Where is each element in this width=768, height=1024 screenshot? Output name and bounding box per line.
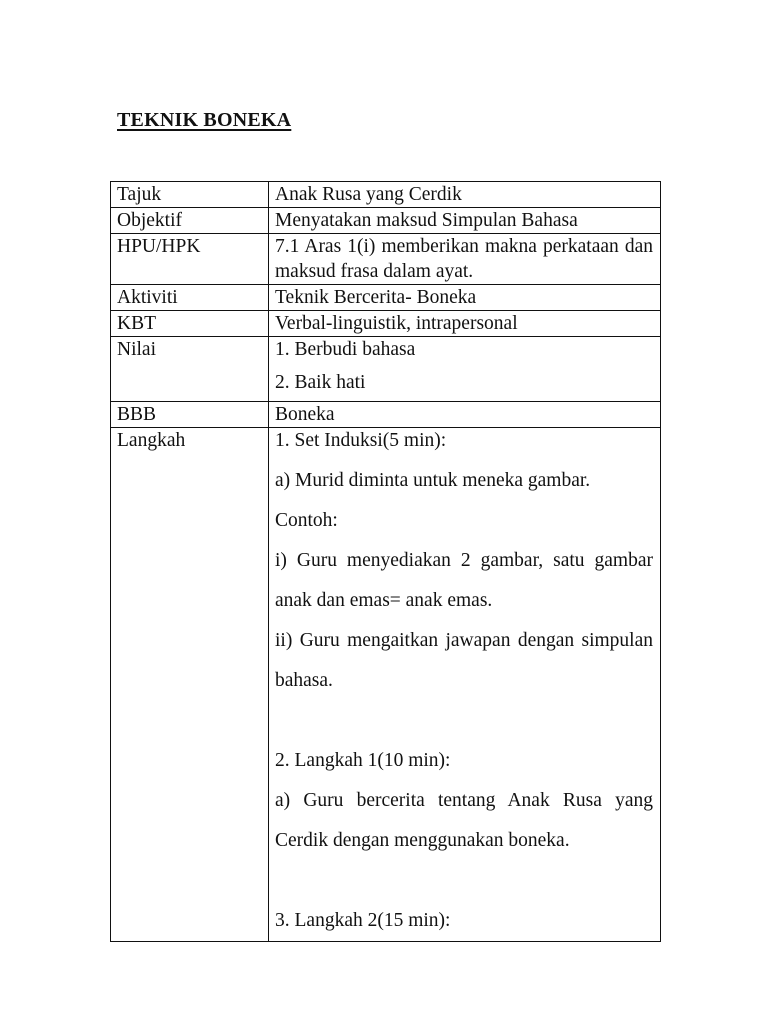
lesson-plan-table	[110, 181, 661, 942]
value-langkah	[269, 428, 661, 942]
value-hpu-hpk: 7.1 Aras 1(i) memberikan makna perkataan dan maksud frasa dalam ayat.	[269, 234, 661, 285]
value-aktiviti: Teknik Bercerita- Boneka	[269, 285, 661, 311]
label-kbt: KBT	[111, 311, 269, 337]
value-bbb: Boneka	[269, 402, 661, 428]
table-row-objektif	[111, 208, 661, 234]
label-aktiviti: Aktiviti	[111, 285, 269, 311]
label-nilai: Nilai	[111, 337, 269, 402]
step-a-guru-bercerita: a) Guru bercerita tentang Anak Rusa yang Cerdik dengan menggunakan boneka.	[275, 790, 653, 851]
table-row-bbb	[111, 402, 661, 428]
label-bbb: BBB	[111, 402, 269, 428]
value-tajuk: Anak Rusa yang Cerdik	[269, 182, 661, 208]
label-tajuk: Tajuk	[111, 182, 269, 208]
step-set-induksi: 1. Set Induksi(5 min):	[275, 430, 447, 451]
step-contoh: Contoh:	[275, 510, 338, 531]
spacer	[275, 861, 653, 901]
value-objektif: Menyatakan maksud Simpulan Bahasa	[269, 208, 661, 234]
nilai-item: 1. Berbudi bahasa	[275, 339, 416, 360]
spacer	[275, 701, 653, 741]
table-row-aktiviti	[111, 285, 661, 311]
step-i-guru-menyediakan: i) Guru menyediakan 2 gambar, satu gambar anak dan emas= anak emas.	[275, 550, 653, 611]
label-hpu-hpk: HPU/HPK	[111, 234, 269, 285]
step-ii-guru-mengaitkan: ii) Guru mengaitkan jawapan dengan simpulan bahasa.	[275, 630, 653, 691]
value-kbt: Verbal-linguistik, intrapersonal	[269, 311, 661, 337]
step-a-murid: a) Murid diminta untuk meneka gambar.	[275, 470, 591, 491]
step-langkah-1: 2. Langkah 1(10 min):	[275, 750, 451, 771]
step-langkah-2: 3. Langkah 2(15 min):	[275, 910, 451, 931]
value-nilai	[269, 337, 661, 402]
table-row-tajuk	[111, 182, 661, 208]
table-row-hpu-hpk	[111, 234, 661, 285]
table-row-kbt	[111, 311, 661, 337]
label-objektif: Objektif	[111, 208, 269, 234]
table-row-nilai	[111, 337, 661, 402]
nilai-item: 2. Baik hati	[275, 372, 366, 393]
table-row-langkah	[111, 428, 661, 942]
document-title: TEKNIK BONEKA	[117, 109, 292, 131]
label-langkah: Langkah	[111, 428, 269, 942]
